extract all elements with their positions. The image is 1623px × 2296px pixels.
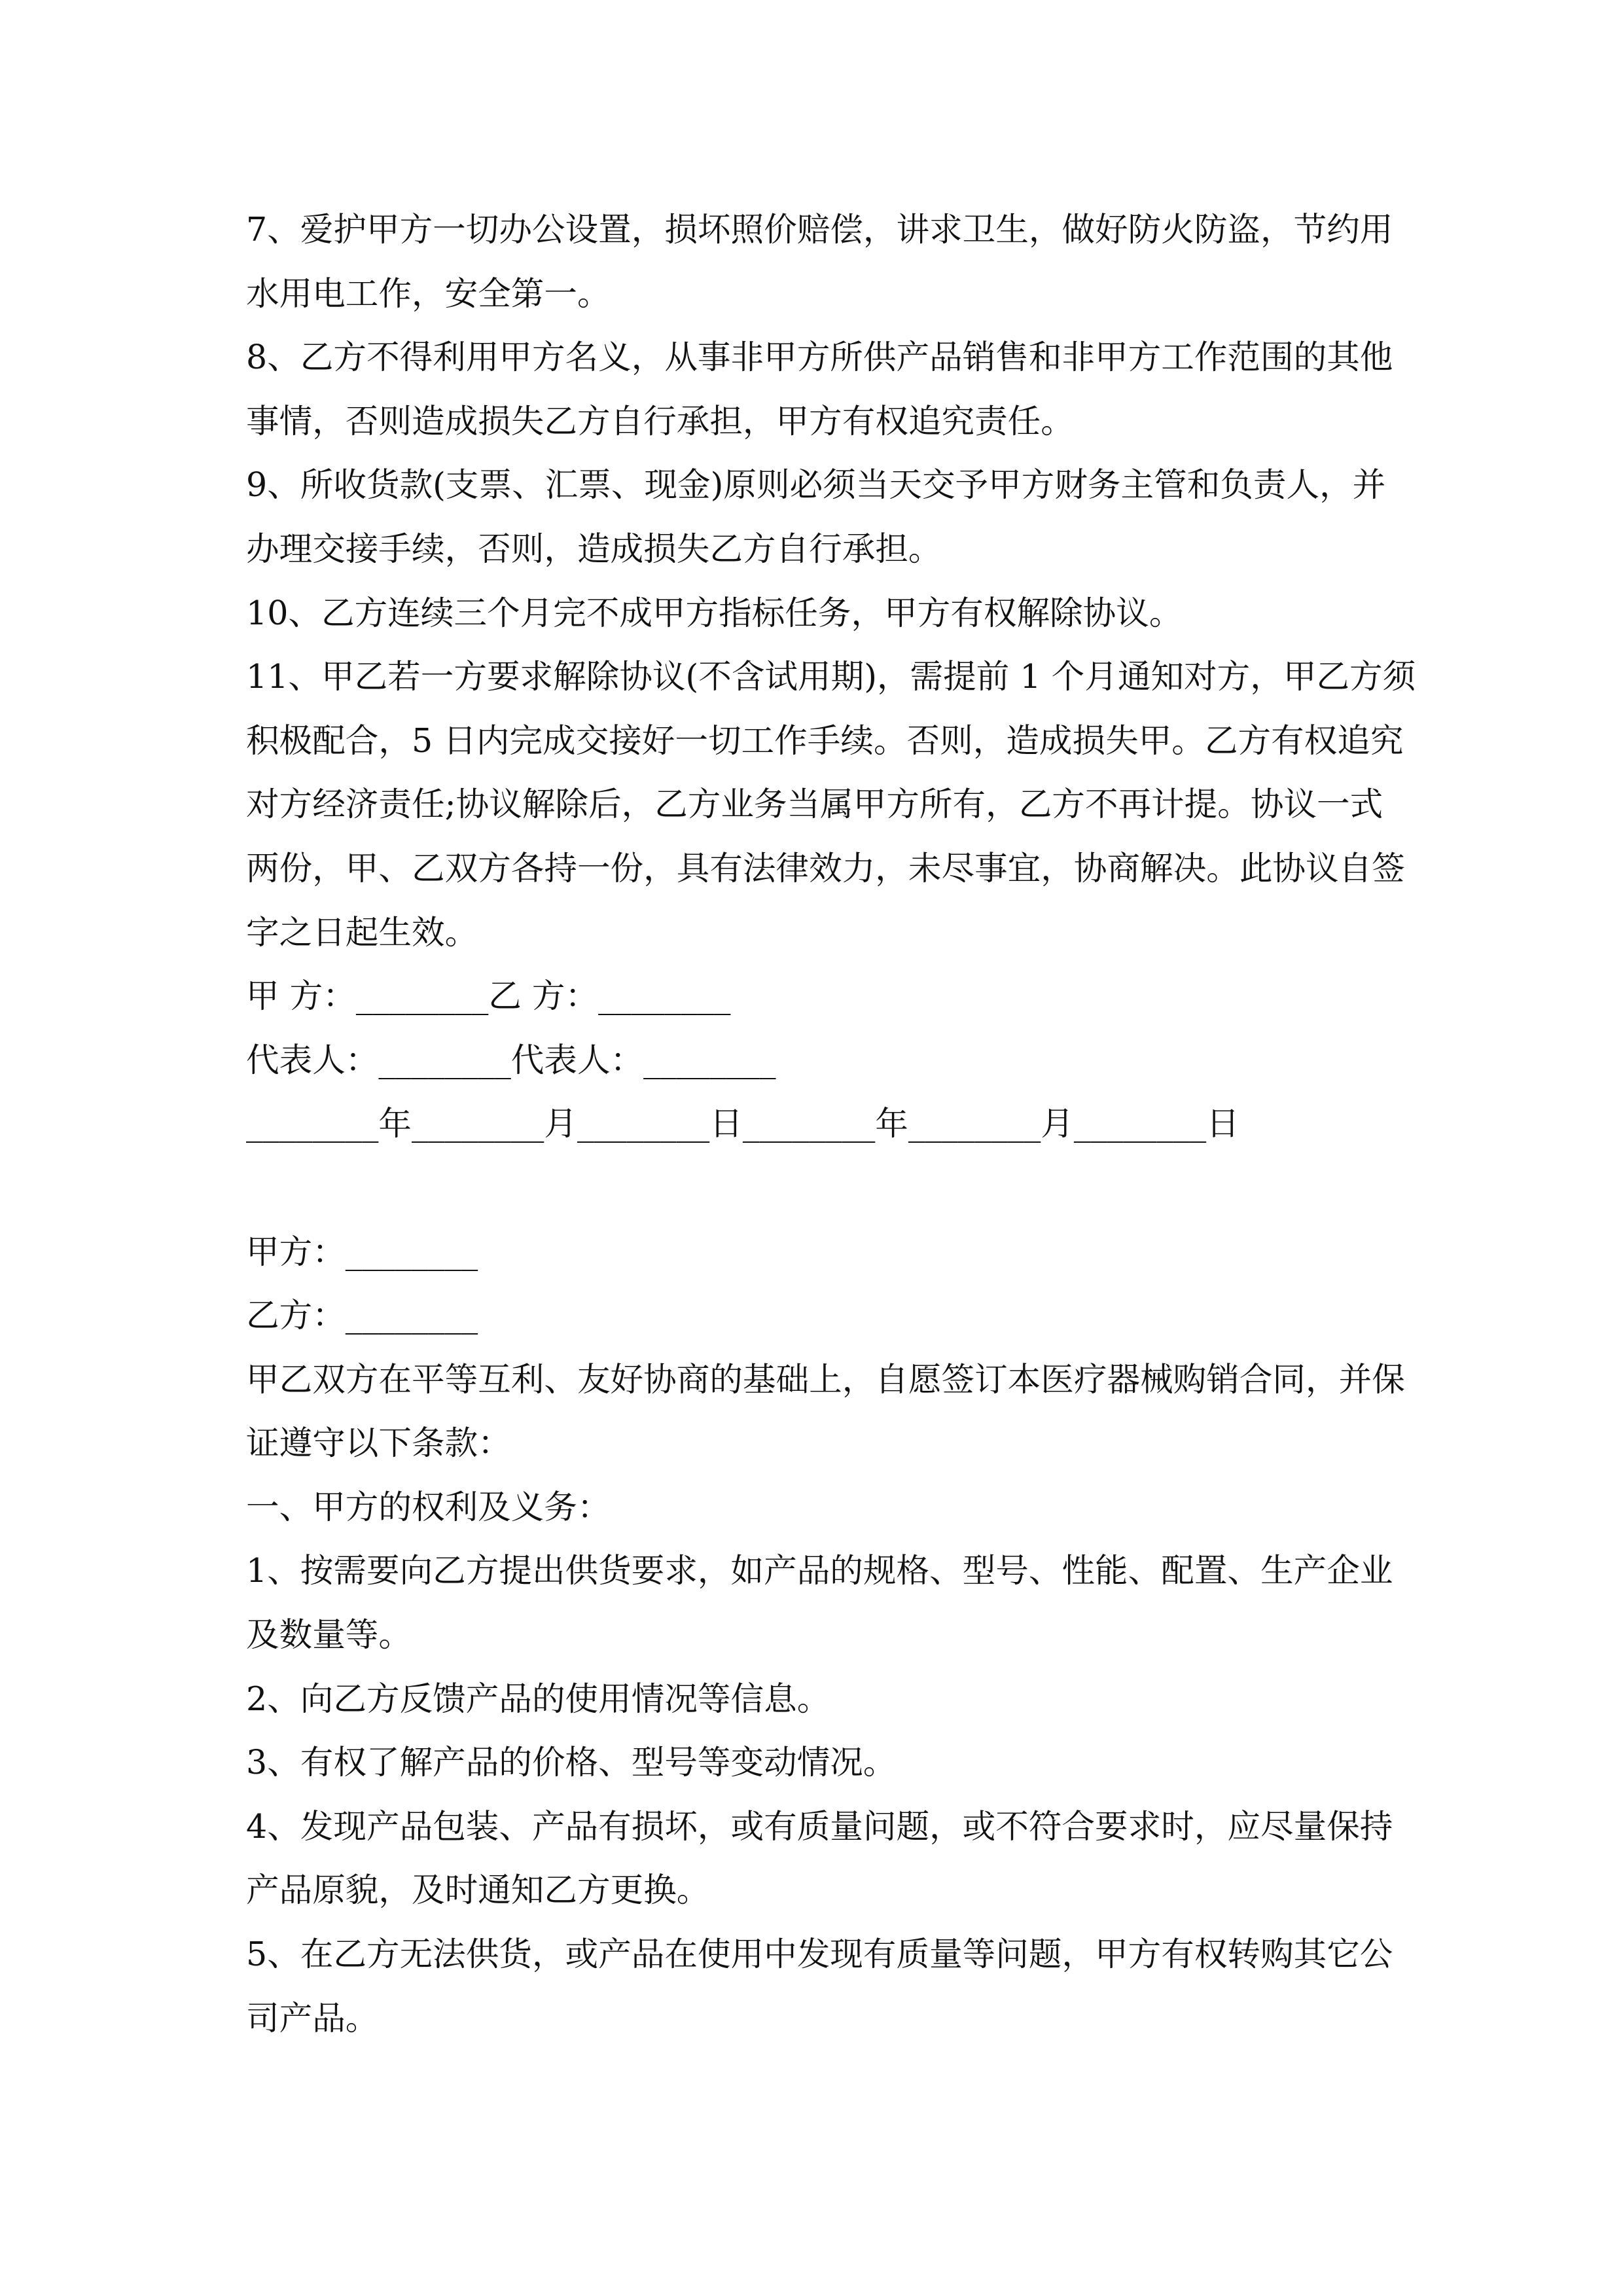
text-line: 甲方：________: [246, 1232, 478, 1271]
text-line: 9、所收货款(支票、汇票、现金)原则必须当天交予甲方财务主管和负责人，并: [246, 465, 1386, 505]
text-line: 代表人：________代表人：________: [246, 1040, 776, 1079]
text-line: 10、乙方连续三个月完不成甲方指标任务，甲方有权解除协议。: [246, 593, 1183, 632]
text-line: 2、向乙方反馈产品的使用情况等信息。: [246, 1679, 830, 1718]
text-line: 积极配合，5 日内完成交接好一切工作手续。否则，造成损失甲。乙方有权追究: [246, 721, 1404, 760]
text-line: 甲乙双方在平等互利、友好协商的基础上，自愿签订本医疗器械购销合同，并保: [246, 1359, 1405, 1399]
text-line: 4、发现产品包装、产品有损坏，或有质量问题，或不符合要求时，应尽量保持: [246, 1806, 1393, 1846]
text-line: 5、在乙方无法供货，或产品在使用中发现有质量等问题，甲方有权转购其它公: [246, 1935, 1393, 1974]
text-line: 3、有权了解产品的价格、型号等变动情况。: [246, 1743, 897, 1782]
text-line: 甲 方：________乙 方：________: [246, 977, 731, 1016]
text-line: 7、爱护甲方一切办公设置，损坏照价赔偿，讲求卫生，做好防火防盗，节约用: [246, 210, 1393, 249]
text-line: 一、甲方的权利及义务：: [246, 1487, 611, 1526]
text-line: 及数量等。: [246, 1615, 412, 1655]
text-line: 1、按需要向乙方提出供货要求，如产品的规格、型号、性能、配置、生产企业: [246, 1551, 1393, 1590]
document-page: [246, 198, 1416, 2050]
text-line: ________年________月________日________年________月________日: [246, 1104, 1240, 1143]
text-line: 证遵守以下条款：: [246, 1424, 511, 1463]
text-line: 11、甲乙若一方要求解除协议(不含试用期)，需提前 1 个月通知对方，甲乙方须: [246, 657, 1416, 696]
text-line: 两份，甲、乙双方各持一份，具有法律效力，未尽事宜，协商解决。此协议自签: [246, 848, 1405, 888]
text-line: 事情，否则造成损失乙方自行承担，甲方有权追究责任。: [246, 401, 1074, 440]
text-line: 对方经济责任;协议解除后，乙方业务当属甲方所有，乙方不再计提。协议一式: [246, 785, 1383, 824]
text-line: 水用电工作，安全第一。: [246, 274, 611, 313]
text-line: 乙方：________: [246, 1296, 478, 1335]
blank-line: [246, 1156, 1385, 1220]
text-line: 字之日起生效。: [246, 912, 478, 952]
text-line: 司产品。: [246, 1998, 379, 2037]
text-line: 产品原貌，及时通知乙方更换。: [246, 1871, 710, 1910]
text-line: 办理交接手续，否则，造成损失乙方自行承担。: [246, 529, 942, 568]
text-line: 8、乙方不得利用甲方名义，从事非甲方所供产品销售和非甲方工作范围的其他: [246, 338, 1393, 377]
